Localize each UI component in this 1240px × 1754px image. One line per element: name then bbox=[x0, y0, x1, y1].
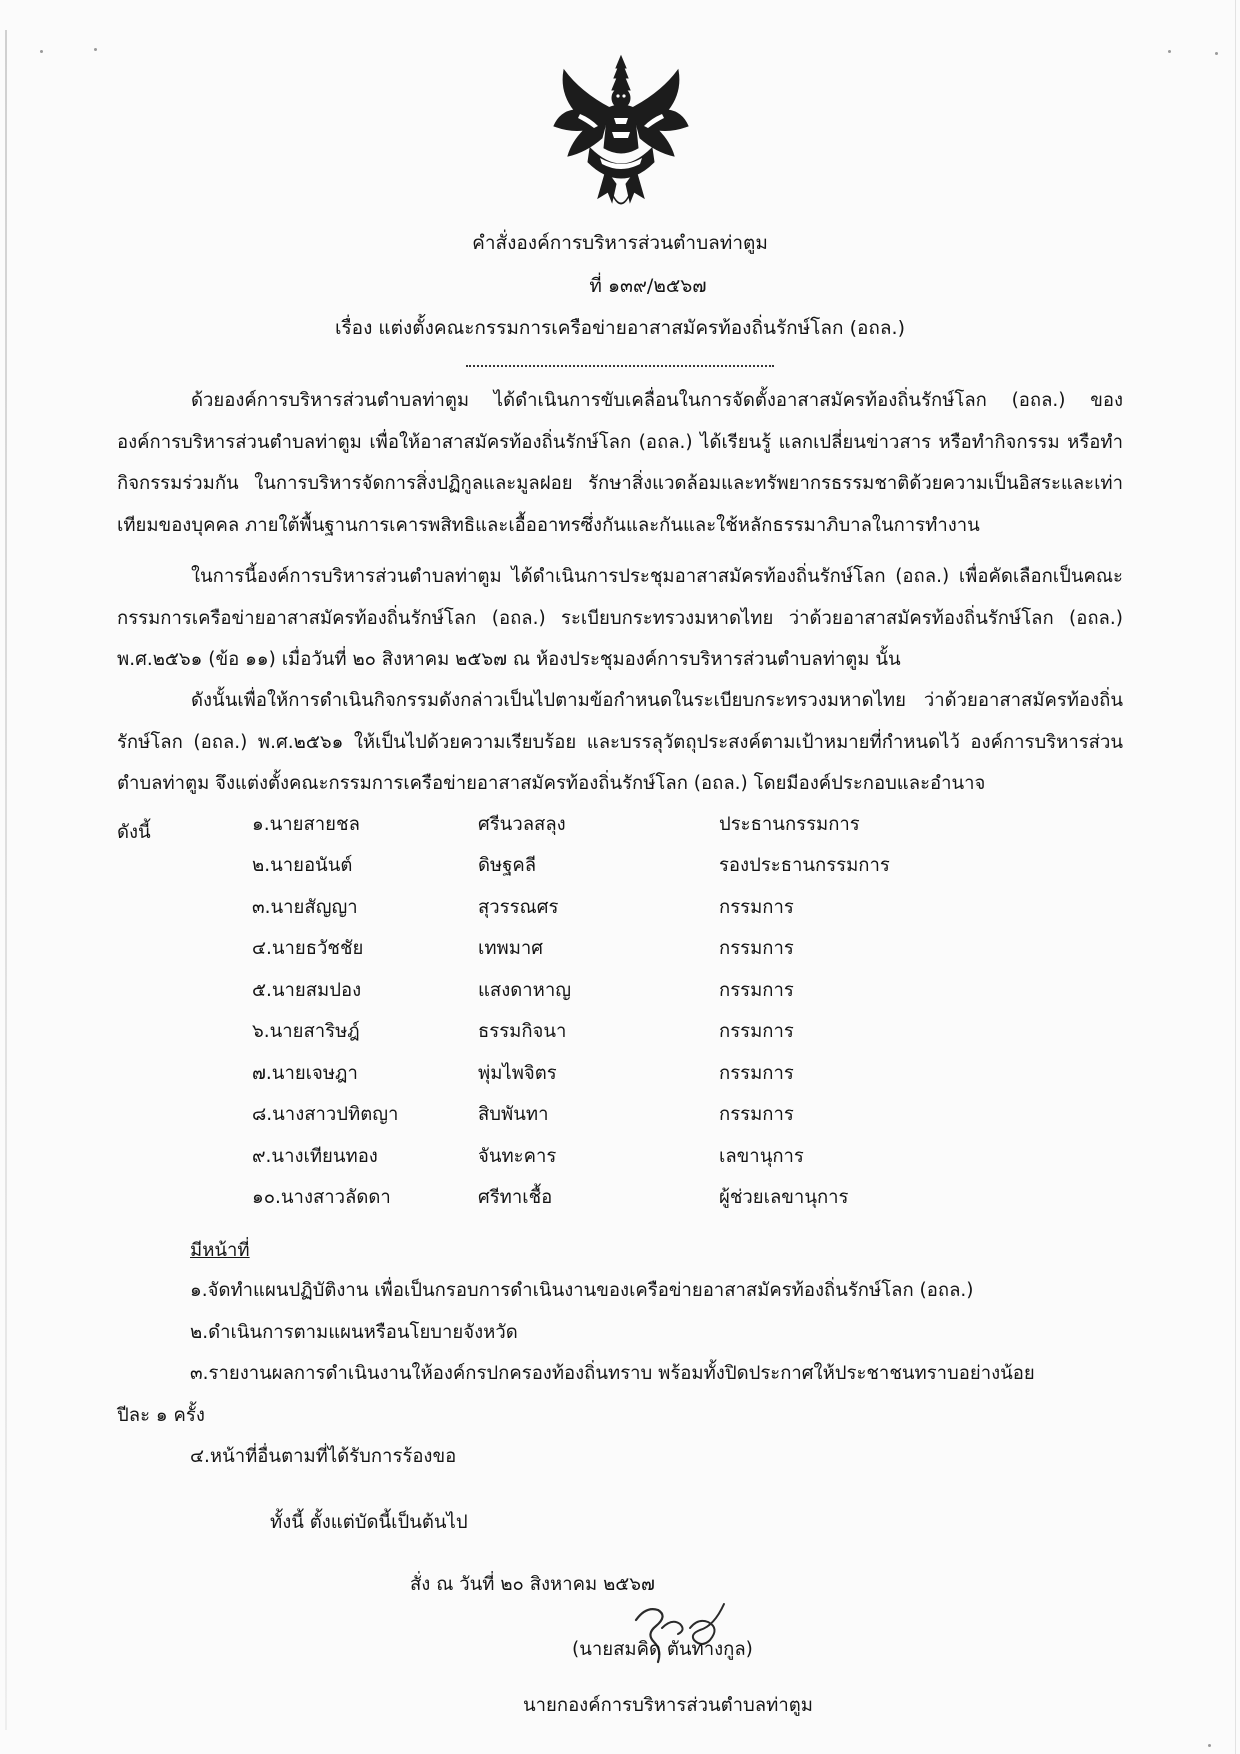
member-name: ๙.นางเทียนทอง bbox=[252, 1146, 378, 1167]
committee-member bbox=[0, 934, 1240, 974]
member-role: กรรมการ bbox=[719, 938, 794, 959]
member-role: กรรมการ bbox=[719, 1063, 794, 1084]
scan-speck bbox=[40, 50, 43, 53]
body-paragraph-1: ด้วยองค์การบริหารส่วนตำบลท่าตูม ได้ดำเนินการขับเคลื่อนในการจัดตั้งอาสาสมัครท้องถิ่นรักษ์โลก (อถล.) ขององค์การบริหารส่วนตำบลท่าตูม เพื่อให้อาสาสมัครท้องถิ่นรักษ์โลก (อถล.) ได้เรียนรู้ แลกเปลี่ยนข่าวสาร หรือทำกิจกรรม หรือทำกิจกรรมร่วมกัน ในการบริหารจัดการสิ่งปฏิกูลและมูลฝอย รักษาสิ่งแวดล้อมและทรัพยากรธรรมชาติด้วยความเป็นอิสระและเท่าเทียมของบุคคล ภายใต้พื้นฐานการเคารพสิทธิและเอื้ออาทรซึ่งกันและกันและใช้หลักธรรมาภิบาลในการทำงาน bbox=[117, 390, 1123, 536]
member-role: รองประธานกรรมการ bbox=[719, 855, 890, 876]
committee-member bbox=[0, 1100, 1240, 1140]
member-name: ๘.นางสาวปทิตญา bbox=[252, 1104, 399, 1125]
member-surname: แสงดาหาญ bbox=[478, 980, 571, 1001]
member-role: กรรมการ bbox=[719, 1104, 794, 1125]
member-surname: ศรีนวลสลุง bbox=[478, 814, 566, 835]
order-date: สั่ง ณ วันที่ ๒๐ สิงหาคม ๒๕๖๗ bbox=[410, 1574, 655, 1595]
member-surname: พุ่มไพจิตร bbox=[478, 1063, 557, 1084]
divider-dotted bbox=[466, 365, 774, 367]
committee-intro: ดังนี้ bbox=[117, 822, 151, 843]
member-name: ๑๐.นางสาวลัดดา bbox=[252, 1187, 391, 1208]
duties-heading: มีหน้าที่ bbox=[190, 1240, 250, 1261]
duty-item: ๓.รายงานผลการดำเนินงานให้องค์กรปกครองท้องถิ่นทราบ พร้อมทั้งปิดประกาศให้ประชาชนทราบอย่างน้อย bbox=[190, 1363, 1035, 1384]
duty-item: ๔.หน้าที่อื่นตามที่ได้รับการร้องขอ bbox=[190, 1446, 457, 1467]
member-role: เลขานุการ bbox=[719, 1146, 804, 1167]
committee-member bbox=[0, 976, 1240, 1016]
member-surname: จันทะคาร bbox=[478, 1146, 557, 1167]
order-title: คำสั่งองค์การบริหารส่วนตำบลท่าตูม bbox=[472, 232, 768, 254]
body-paragraph-3: ดังนั้นเพื่อให้การดำเนินกิจกรรมดังกล่าวเป็นไปตามข้อกำหนดในระเบียบกระทรวงมหาดไทย ว่าด้วยอาสาสมัครท้องถิ่นรักษ์โลก (อถล.) พ.ศ.๒๕๖๑ ให้เป็นไปด้วยความเรียบร้อย และบรรลุวัตถุประสงค์ตามเป้าหมายที่กำหนดไว้ องค์การบริหารส่วนตำบลท่าตูม จึงแต่งตั้งคณะกรรมการเครือข่ายอาสาสมัครท้องถิ่นรักษ์โลก (อถล.) โดยมีองค์ประกอบและอำนาจ bbox=[117, 690, 1123, 794]
member-name: ๗.นายเจษฎา bbox=[252, 1063, 358, 1084]
signer-title: นายกองค์การบริหารส่วนตำบลท่าตูม bbox=[523, 1695, 813, 1716]
order-number: ที่ ๑๓๙/๒๕๖๗ bbox=[589, 275, 707, 297]
body-paragraph-2: ในการนี้องค์การบริหารส่วนตำบลท่าตูม ได้ดำเนินการประชุมอาสาสมัครท้องถิ่นรักษ์โลก (อถล.) เพื่อคัดเลือกเป็นคณะกรรมการเครือข่ายอาสาสมัครท้องถิ่นรักษ์โลก (อถล.) ระเบียบกระทรวงมหาดไทย ว่าด้วยอาสาสมัครท้องถิ่นรักษ์โลก (อถล.) พ.ศ.๒๕๖๑ (ข้อ ๑๑) เมื่อวันที่ ๒๐ สิงหาคม ๒๕๖๗ ณ ห้องประชุมองค์การบริหารส่วนตำบลท่าตูม นั้น bbox=[117, 566, 1123, 670]
committee-member bbox=[0, 1142, 1240, 1182]
duty-item: ๑.จัดทำแผนปฏิบัติงาน เพื่อเป็นกรอบการดำเนินงานของเครือข่ายอาสาสมัครท้องถิ่นรักษ์โลก (อถล.) bbox=[190, 1280, 974, 1301]
duty-item: ๒.ดำเนินการตามแผนหรือนโยบายจังหวัด bbox=[190, 1322, 518, 1343]
member-name: ๑.นายสายชล bbox=[252, 814, 360, 835]
member-surname: สุวรรณศร bbox=[478, 897, 559, 918]
order-subject: เรื่อง แต่งตั้งคณะกรรมการเครือข่ายอาสาสมัครท้องถิ่นรักษ์โลก (อถล.) bbox=[334, 317, 905, 339]
committee-member bbox=[0, 1017, 1240, 1057]
committee-member bbox=[0, 1059, 1240, 1099]
duty-item-continuation: ปีละ ๑ ครั้ง bbox=[117, 1405, 205, 1426]
member-surname: ธรรมกิจนา bbox=[478, 1021, 567, 1042]
member-surname: เทพมาศ bbox=[478, 938, 544, 959]
member-name: ๔.นายธวัชชัย bbox=[252, 938, 364, 959]
member-name: ๕.นายสมปอง bbox=[252, 980, 362, 1001]
member-role: กรรมการ bbox=[719, 897, 794, 918]
committee-list bbox=[0, 810, 1240, 1230]
member-surname: ศรีทาเชื้อ bbox=[478, 1187, 553, 1208]
member-role: กรรมการ bbox=[719, 1021, 794, 1042]
committee-member bbox=[0, 810, 1240, 850]
member-role: ประธานกรรมการ bbox=[719, 814, 860, 835]
scan-speck bbox=[1168, 50, 1171, 53]
member-role: ผู้ช่วยเลขานุการ bbox=[719, 1187, 849, 1208]
signer-name: (นายสมคิด ตันทางกูล) bbox=[572, 1639, 753, 1660]
committee-member bbox=[0, 1183, 1240, 1223]
member-surname: ดิษฐคลี bbox=[478, 855, 537, 876]
committee-member bbox=[0, 893, 1240, 933]
member-name: ๓.นายสัญญา bbox=[252, 897, 358, 918]
member-surname: สิบพันทา bbox=[478, 1104, 549, 1125]
scan-speck bbox=[94, 48, 97, 51]
committee-member bbox=[0, 851, 1240, 891]
effective-statement: ทั้งนี้ ตั้งแต่บัดนี้เป็นต้นไป bbox=[270, 1512, 468, 1533]
member-name: ๒.นายอนันต์ bbox=[252, 855, 353, 876]
member-name: ๖.นายสาริษฎ์ bbox=[252, 1021, 360, 1042]
member-role: กรรมการ bbox=[719, 980, 794, 1001]
scan-speck bbox=[1208, 1744, 1211, 1747]
garuda-emblem-icon bbox=[550, 52, 692, 222]
scan-speck bbox=[1215, 52, 1218, 55]
